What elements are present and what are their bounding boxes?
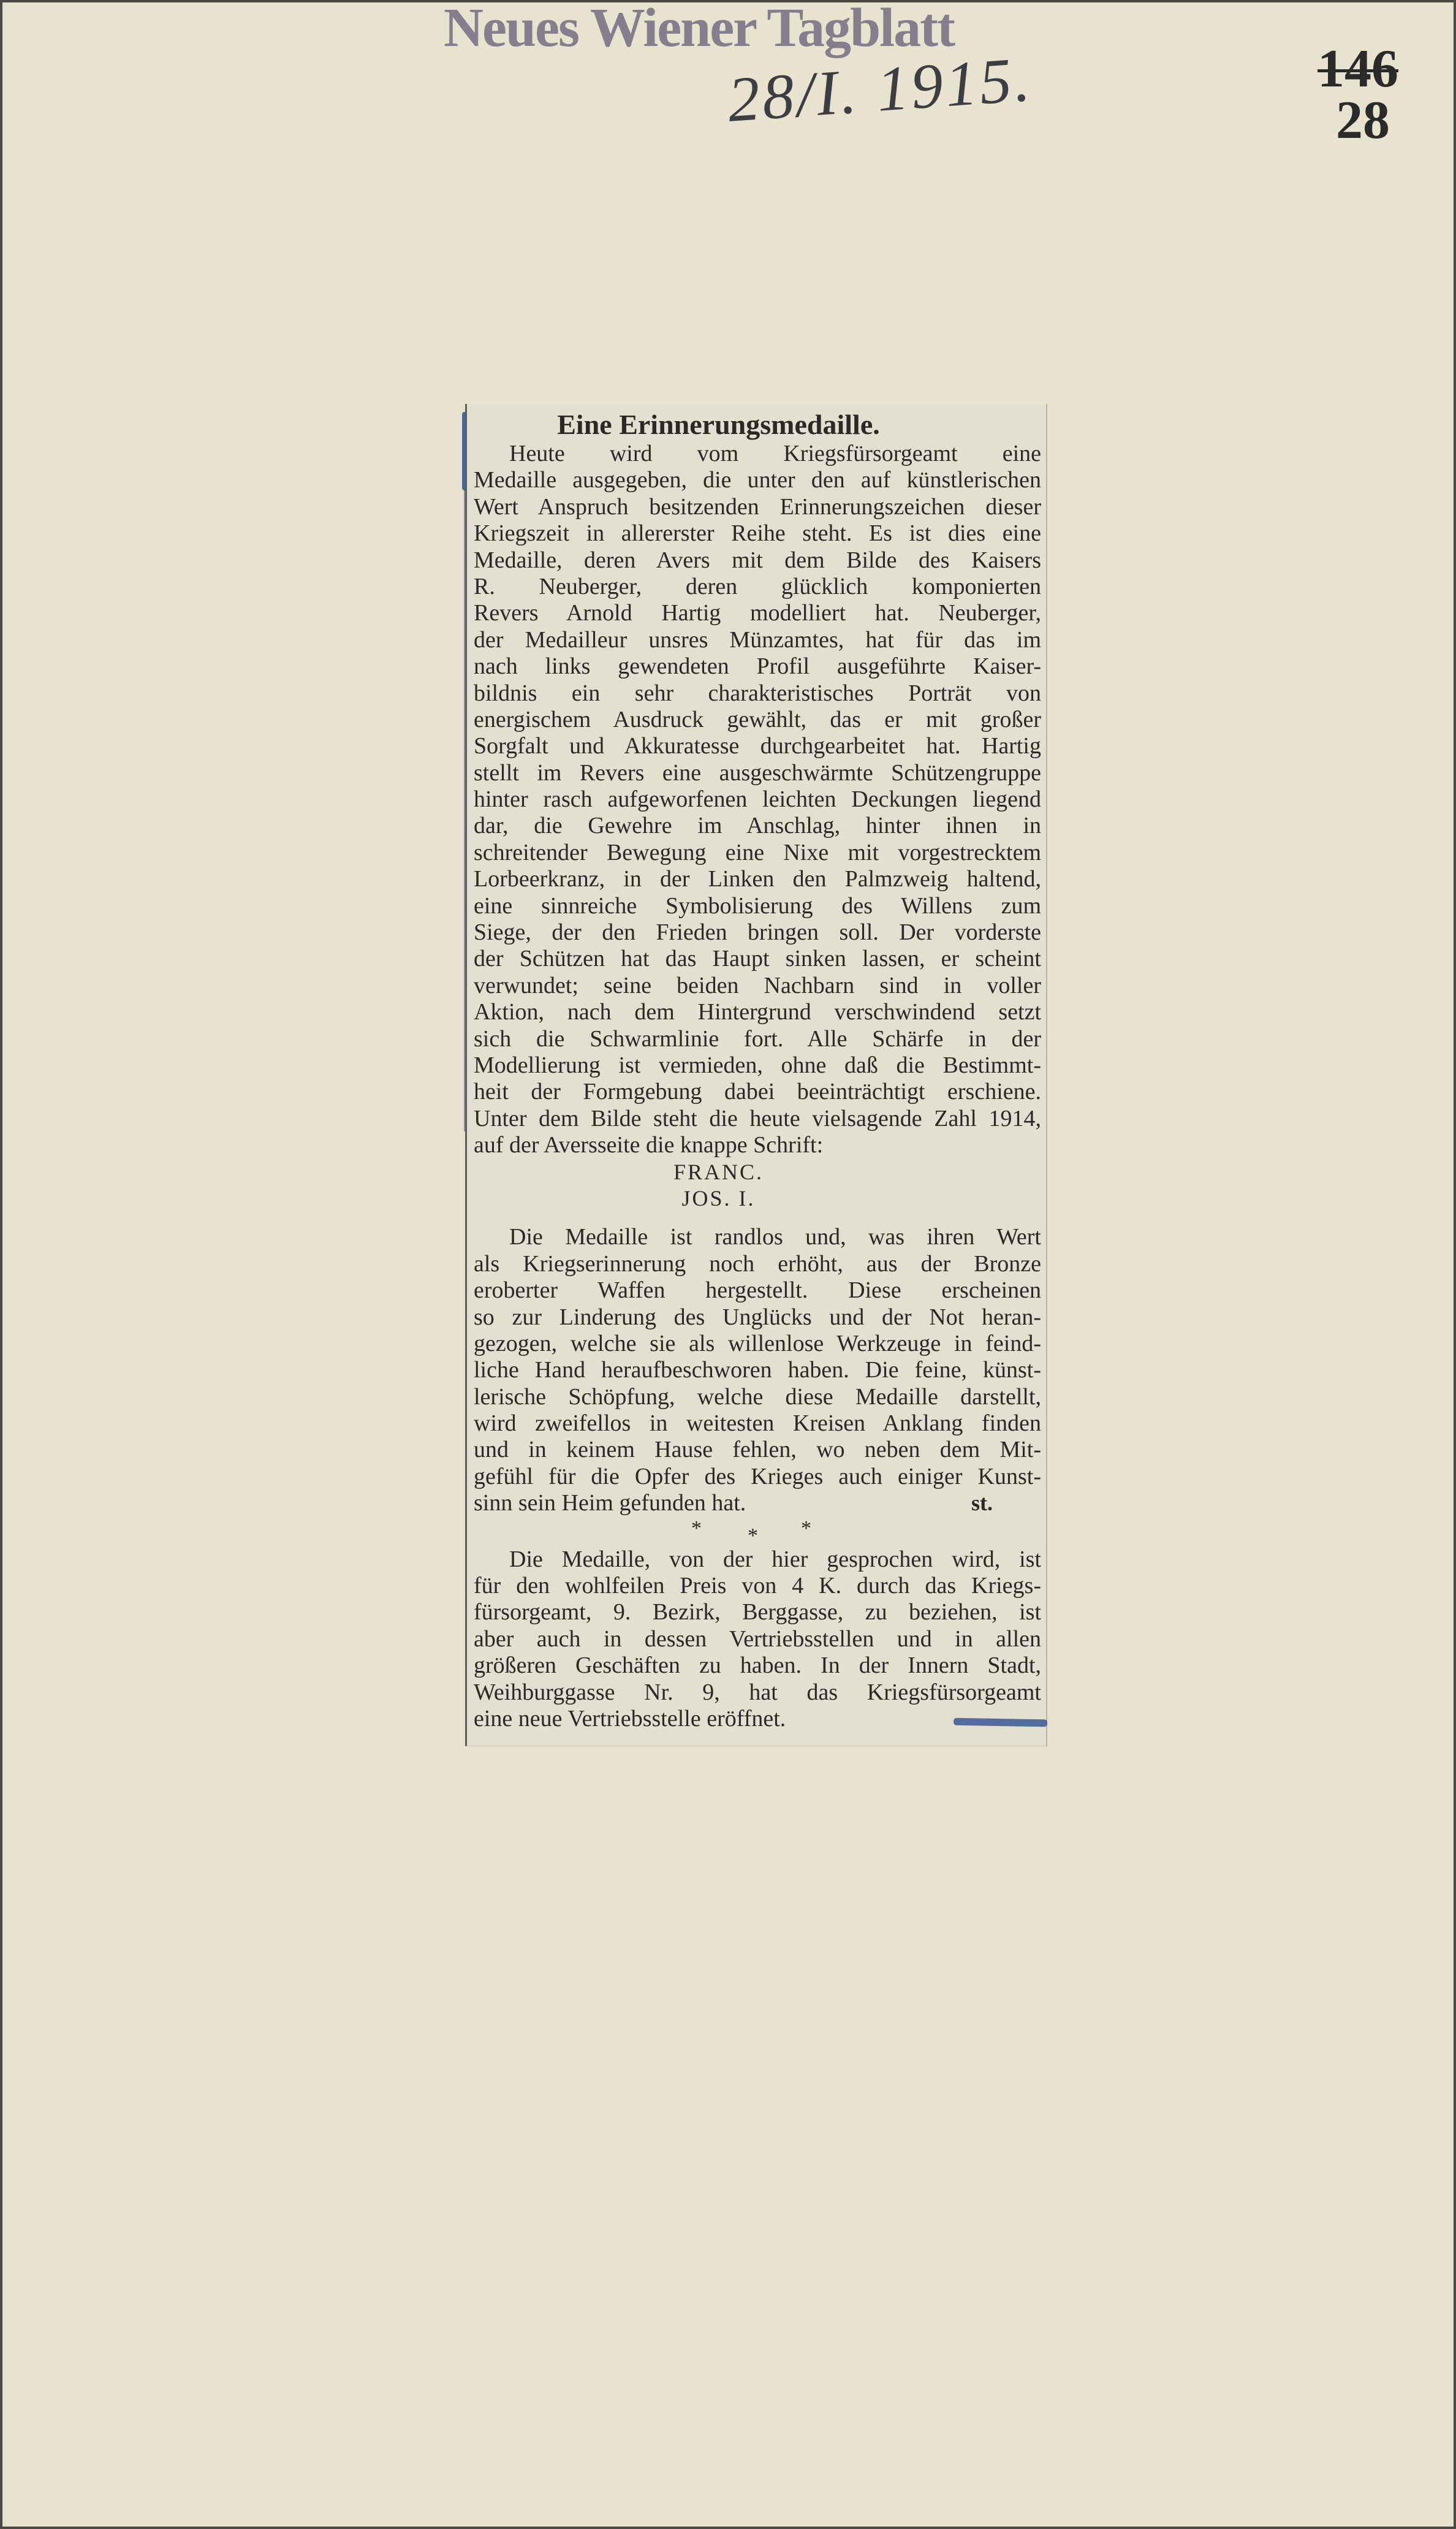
article-line: auf der Aversseite die knappe Schrift:: [474, 1132, 824, 1158]
author-signature: st.: [971, 1491, 993, 1516]
article-line: Revers Arnold Hartig modelliert hat. Neuberger,: [474, 600, 1041, 626]
article-line: schreitender Bewegung eine Nixe mit vorgestrecktem: [474, 839, 1041, 865]
article-paragraph: [474, 441, 1041, 1159]
article-line: Modellierung ist vermieden, ohne daß die Bestimmt-: [474, 1052, 1041, 1078]
article-line: bildnis ein sehr charakteristisches Porträt von: [474, 680, 1041, 706]
article-line: Unter dem Bilde steht die heute vielsagende Zahl 1914,: [474, 1105, 1041, 1131]
article-line: energischem Ausdruck gewählt, das er mit großer: [474, 706, 1041, 732]
article-line: gezogen, welche sie als willenlose Werkzeuge in feind-: [474, 1330, 1041, 1356]
article-line: lerische Schöpfung, welche diese Medaille darstellt,: [474, 1383, 1041, 1410]
article-line: Die Medaille ist randlos und, was ihren Wert: [509, 1224, 1041, 1250]
article-line: Aktion, nach dem Hintergrund verschwindend setzt: [474, 999, 1041, 1025]
article-line: eine sinnreiche Symbolisierung des Willens zum: [474, 892, 1041, 919]
article-paragraph: [474, 1546, 1041, 1733]
article-line: Siege, der den Frieden bringen soll. Der vorderste: [474, 919, 1041, 946]
section-separator: [474, 1516, 1041, 1547]
article-line: Kriegszeit in allererster Reihe steht. Es ist dies eine: [474, 520, 1041, 547]
article-line: verwundet; seine beiden Nachbarn sind in voller: [474, 972, 1041, 998]
article-line: und in keinem Hause fehlen, wo neben dem Mit-: [474, 1437, 1041, 1463]
asterisk: *: [748, 1524, 758, 1547]
article-paragraph: [474, 1224, 1041, 1516]
article-line: fürsorgeamt, 9. Bezirk, Berggasse, zu beziehen, ist: [474, 1599, 1041, 1626]
article-line: Medaille, deren Avers mit dem Bilde des Kaisers: [474, 547, 1041, 573]
medal-inscription-line: JOS. I.: [681, 1185, 756, 1211]
article-line: wird zweifellos in weitesten Kreisen Anklang finden: [474, 1410, 1041, 1437]
article-line: liche Hand heraufbeschworen haben. Die feine, künst-: [474, 1357, 1041, 1383]
article-line: aber auch in dessen Vertriebsstellen und in allen: [474, 1626, 1041, 1652]
article-line-text: sinn sein Heim gefunden hat.: [474, 1490, 746, 1516]
article-line: sich die Schwarmlinie fort. Alle Schärfe in der: [474, 1025, 1041, 1052]
article-line: [474, 1490, 1041, 1516]
folio-number-struck: 146: [1318, 39, 1398, 99]
article-line: eroberter Waffen hergestellt. Diese erscheinen: [474, 1277, 1041, 1304]
article-line: so zur Linderung des Unglücks und der Not heran-: [474, 1304, 1041, 1330]
article-line: Sorgfalt und Akkuratesse durchgearbeitet hat. Hartig: [474, 733, 1041, 759]
newspaper-clipping: [465, 404, 1047, 1746]
folio-number: 28: [1336, 91, 1390, 150]
medal-inscription-line: FRANC.: [673, 1159, 764, 1184]
article-line: gefühl für die Opfer des Krieges auch einiger Kunst-: [474, 1463, 1041, 1489]
article-line: für den wohlfeilen Preis von 4 K. durch das Kriegs-: [474, 1573, 1041, 1599]
article-line: Lorbeerkranz, in der Linken den Palmzweig haltend,: [474, 866, 1041, 892]
article-line: Wert Anspruch besitzenden Erinnerungszeichen dieser: [474, 493, 1041, 520]
article-line: Heute wird vom Kriegsfürsorgeamt eine: [509, 441, 1041, 466]
article-title: Eine Erinnerungsmedaille.: [557, 409, 880, 440]
asterisk: *: [691, 1516, 702, 1540]
asterisk: *: [801, 1516, 811, 1540]
article-line: Medaille ausgegeben, die unter den auf künstlerischen: [474, 467, 1041, 493]
article-line: dar, die Gewehre im Anschlag, hinter ihnen in: [474, 813, 1041, 839]
article-line: Weihburggasse Nr. 9, hat das Kriegsfürsorgeamt: [474, 1679, 1041, 1705]
article-line: R. Neuberger, deren glücklich komponierten: [474, 573, 1041, 599]
article-line: Die Medaille, von der hier gesprochen wird, ist: [509, 1546, 1041, 1572]
article-line: heit der Formgebung dabei beeinträchtigt erschiene.: [474, 1079, 1041, 1105]
handwritten-date: 28/I. 1915.: [725, 44, 1035, 135]
newspaper-stamp: Neues Wiener Tagblatt: [444, 0, 955, 58]
article-line: als Kriegserinnerung noch erhöht, aus der Bronze: [474, 1250, 1041, 1277]
article-line: eine neue Vertriebsstelle eröffnet.: [474, 1705, 786, 1732]
article-line: hinter rasch aufgeworfenen leichten Deckungen liegend: [474, 786, 1041, 813]
article-line: der Medailleur unsres Münzamtes, hat für das im: [474, 626, 1041, 653]
article-line: nach links gewendeten Profil ausgeführte Kaiser-: [474, 653, 1041, 680]
article-line: stellt im Revers eine ausgeschwärmte Schützengruppe: [474, 759, 1041, 786]
article-line: größeren Geschäften zu haben. In der Innern Stadt,: [474, 1652, 1041, 1679]
article-line: der Schützen hat das Haupt sinken lassen, er scheint: [474, 946, 1041, 972]
